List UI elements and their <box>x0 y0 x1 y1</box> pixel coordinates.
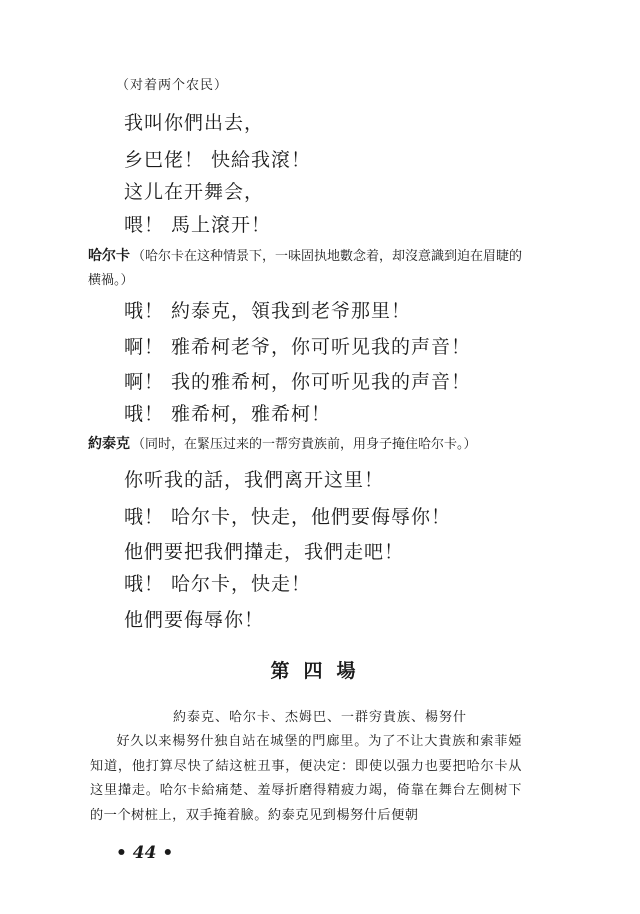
verse-line: 乡巴佬！ 快給我滾！ <box>124 149 312 171</box>
verse-line: 你听我的話，我們离开这里！ <box>124 469 385 491</box>
speaker-direction: （同时，在緊压过来的一帮穷貴族前，用身子掩住哈尔卡。） <box>132 437 477 452</box>
verse-line: 哦！ 哈尔卡，快走！ <box>124 573 312 595</box>
page-number-value: 44 <box>132 843 157 863</box>
narration-paragraph <box>90 730 522 828</box>
speaker-name: 哈尔卡 <box>88 248 130 264</box>
verse-line: 哦！ 哈尔卡，快走，他們要侮辱你！ <box>124 506 452 528</box>
speaker-direction-block <box>88 244 528 293</box>
speaker-name: 約泰克 <box>88 436 130 452</box>
scene-heading: 第四場 <box>270 660 370 682</box>
verse-line: 哦！ 約泰克，領我到老爷那里！ <box>124 300 412 322</box>
page-number <box>116 843 173 863</box>
speaker-direction-block <box>88 432 528 457</box>
verse-line: 哦！ 雅希柯，雅希柯！ <box>124 403 332 425</box>
cast-list: 約泰克、哈尔卡、杰姆巴、一群穷貴族、楊努什 <box>172 710 467 725</box>
verse-line: 他們要把我們攆走，我們走吧！ <box>124 541 405 563</box>
verse-line: 这儿在开舞会， <box>124 181 265 203</box>
verse-line: 啊！ 我的雅希柯，你可听见我的声音！ <box>124 371 472 393</box>
page-number-dot: • <box>162 843 174 863</box>
speaker-direction: （哈尔卡在这种情景下，一味固执地數念着，却沒意識到迫在眉睫的横禍。） <box>88 249 523 288</box>
narration-text: 好久以来楊努什独自站在城堡的門廊里。为了不让大貴族和索菲婭知道，他打算尽快了結这桩丑事，便决定：即使以强力也要把哈尔卡从这里攆走。哈尔卡給痛楚、羞辱折磨得精疲力竭，倚靠在舞台左側树下的一个树桩上，双手掩着臉。約泰克见到楊努什后便朝 <box>90 734 522 823</box>
verse-line: 他們要侮辱你！ <box>124 609 265 631</box>
verse-line: 啊！ 雅希柯老爷，你可听见我的声音！ <box>124 336 472 358</box>
stage-direction: （对着两个农民） <box>116 78 229 93</box>
verse-line: 我叫你們出去， <box>124 112 265 134</box>
verse-line: 喂！ 馬上滾开！ <box>124 214 272 236</box>
page-number-dot: • <box>116 843 127 863</box>
